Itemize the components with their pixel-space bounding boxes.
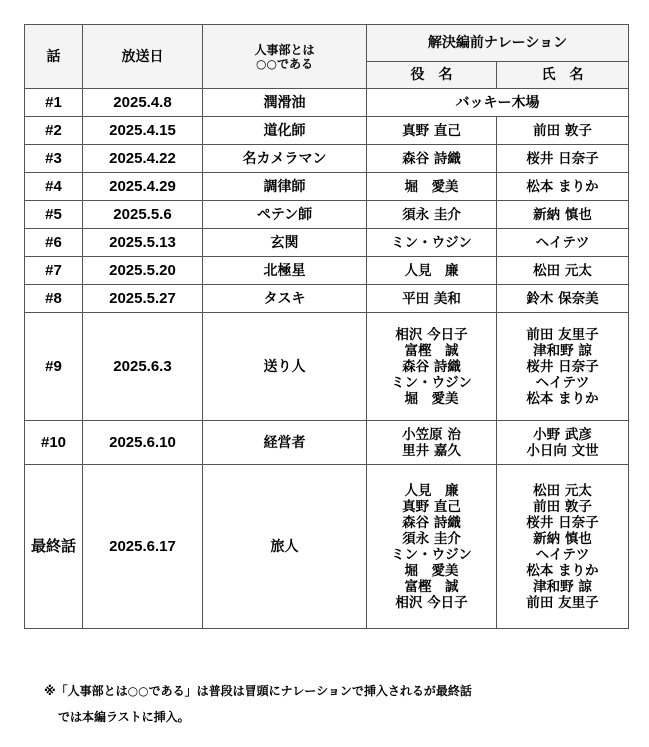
date-cell: 2025.4.8 (83, 89, 203, 117)
job-cell: 名カメラマン (203, 145, 367, 173)
date-cell: 2025.5.13 (83, 229, 203, 257)
header-episode: 話 (25, 25, 83, 89)
job-cell: 玄関 (203, 229, 367, 257)
actor-cell: 前田 友里子 津和野 諒 桜井 日奈子 ヘイテツ 松本 まりか (497, 313, 629, 421)
episode-cell: #10 (25, 421, 83, 465)
header-narration: 解決編前ナレーション (367, 25, 629, 62)
episode-cell: #5 (25, 201, 83, 229)
job-cell: タスキ (203, 285, 367, 313)
role-cell: 小笠原 治 里井 嘉久 (367, 421, 497, 465)
actor-cell: 鈴木 保奈美 (497, 285, 629, 313)
episode-cell: #9 (25, 313, 83, 421)
job-cell: 北極星 (203, 257, 367, 285)
role-cell: 平田 美和 (367, 285, 497, 313)
date-cell: 2025.6.10 (83, 421, 203, 465)
episode-cell: #1 (25, 89, 83, 117)
table-row (25, 465, 629, 629)
episode-cell: #2 (25, 117, 83, 145)
date-cell: 2025.5.20 (83, 257, 203, 285)
date-cell: 2025.4.29 (83, 173, 203, 201)
date-cell: 2025.6.3 (83, 313, 203, 421)
table-row (25, 421, 629, 465)
date-cell: 2025.4.22 (83, 145, 203, 173)
date-cell: 2025.4.15 (83, 117, 203, 145)
actor-cell: ヘイテツ (497, 229, 629, 257)
job-cell: 調律師 (203, 173, 367, 201)
actor-cell: 新納 慎也 (497, 201, 629, 229)
date-cell: 2025.5.6 (83, 201, 203, 229)
table-row (25, 313, 629, 421)
episode-cell: 最終話 (25, 465, 83, 629)
episode-cell: #3 (25, 145, 83, 173)
actor-cell: 松田 元太 (497, 257, 629, 285)
header-name: 氏 名 (497, 62, 629, 89)
role-cell: 人見 廉 真野 直己 森谷 詩織 須永 圭介 ミン・ウジン 堀 愛美 富樫 誠 相沢 今日子 (367, 465, 497, 629)
job-cell: 経営者 (203, 421, 367, 465)
actor-cell: 松本 まりか (497, 173, 629, 201)
footnote (44, 678, 634, 730)
table-row (25, 173, 629, 201)
job-cell: 潤滑油 (203, 89, 367, 117)
date-cell: 2025.5.27 (83, 285, 203, 313)
episode-cell: #6 (25, 229, 83, 257)
job-cell: ペテン師 (203, 201, 367, 229)
episode-table (24, 24, 629, 629)
role-cell: ミン・ウジン (367, 229, 497, 257)
role-cell: 森谷 詩織 (367, 145, 497, 173)
table-row (25, 285, 629, 313)
episode-cell: #8 (25, 285, 83, 313)
date-cell: 2025.6.17 (83, 465, 203, 629)
episode-cell: #4 (25, 173, 83, 201)
table-row (25, 89, 629, 117)
role-cell: 人見 廉 (367, 257, 497, 285)
role-cell: 堀 愛美 (367, 173, 497, 201)
footnote-line1: ※「人事部とは○○である」は普段は冒頭にナレーションで挿入されるが最終話 (44, 684, 472, 698)
role-cell: 相沢 今日子 富樫 誠 森谷 詩織 ミン・ウジン 堀 愛美 (367, 313, 497, 421)
table-row (25, 257, 629, 285)
job-cell: 旅人 (203, 465, 367, 629)
table-row (25, 145, 629, 173)
actor-cell: 松田 元太 前田 敦子 桜井 日奈子 新納 慎也 ヘイテツ 松本 まりか 津和野 諒 前田 友里子 (497, 465, 629, 629)
actor-cell: 小野 武彦 小日向 文世 (497, 421, 629, 465)
header-date: 放送日 (83, 25, 203, 89)
table-row (25, 201, 629, 229)
actor-cell: 前田 敦子 (497, 117, 629, 145)
role-cell: 須永 圭介 (367, 201, 497, 229)
job-cell: 送り人 (203, 313, 367, 421)
actor-cell: 桜井 日奈子 (497, 145, 629, 173)
footnote-line2: では本編ラストに挿入。 (58, 710, 190, 724)
narrator-cell: バッキー木場 (367, 89, 629, 117)
job-cell: 道化師 (203, 117, 367, 145)
header-role: 役 名 (367, 62, 497, 89)
episode-cell: #7 (25, 257, 83, 285)
role-cell: 真野 直己 (367, 117, 497, 145)
header-job: 人事部とは ○○である (203, 25, 367, 89)
table-row (25, 117, 629, 145)
table-row (25, 229, 629, 257)
